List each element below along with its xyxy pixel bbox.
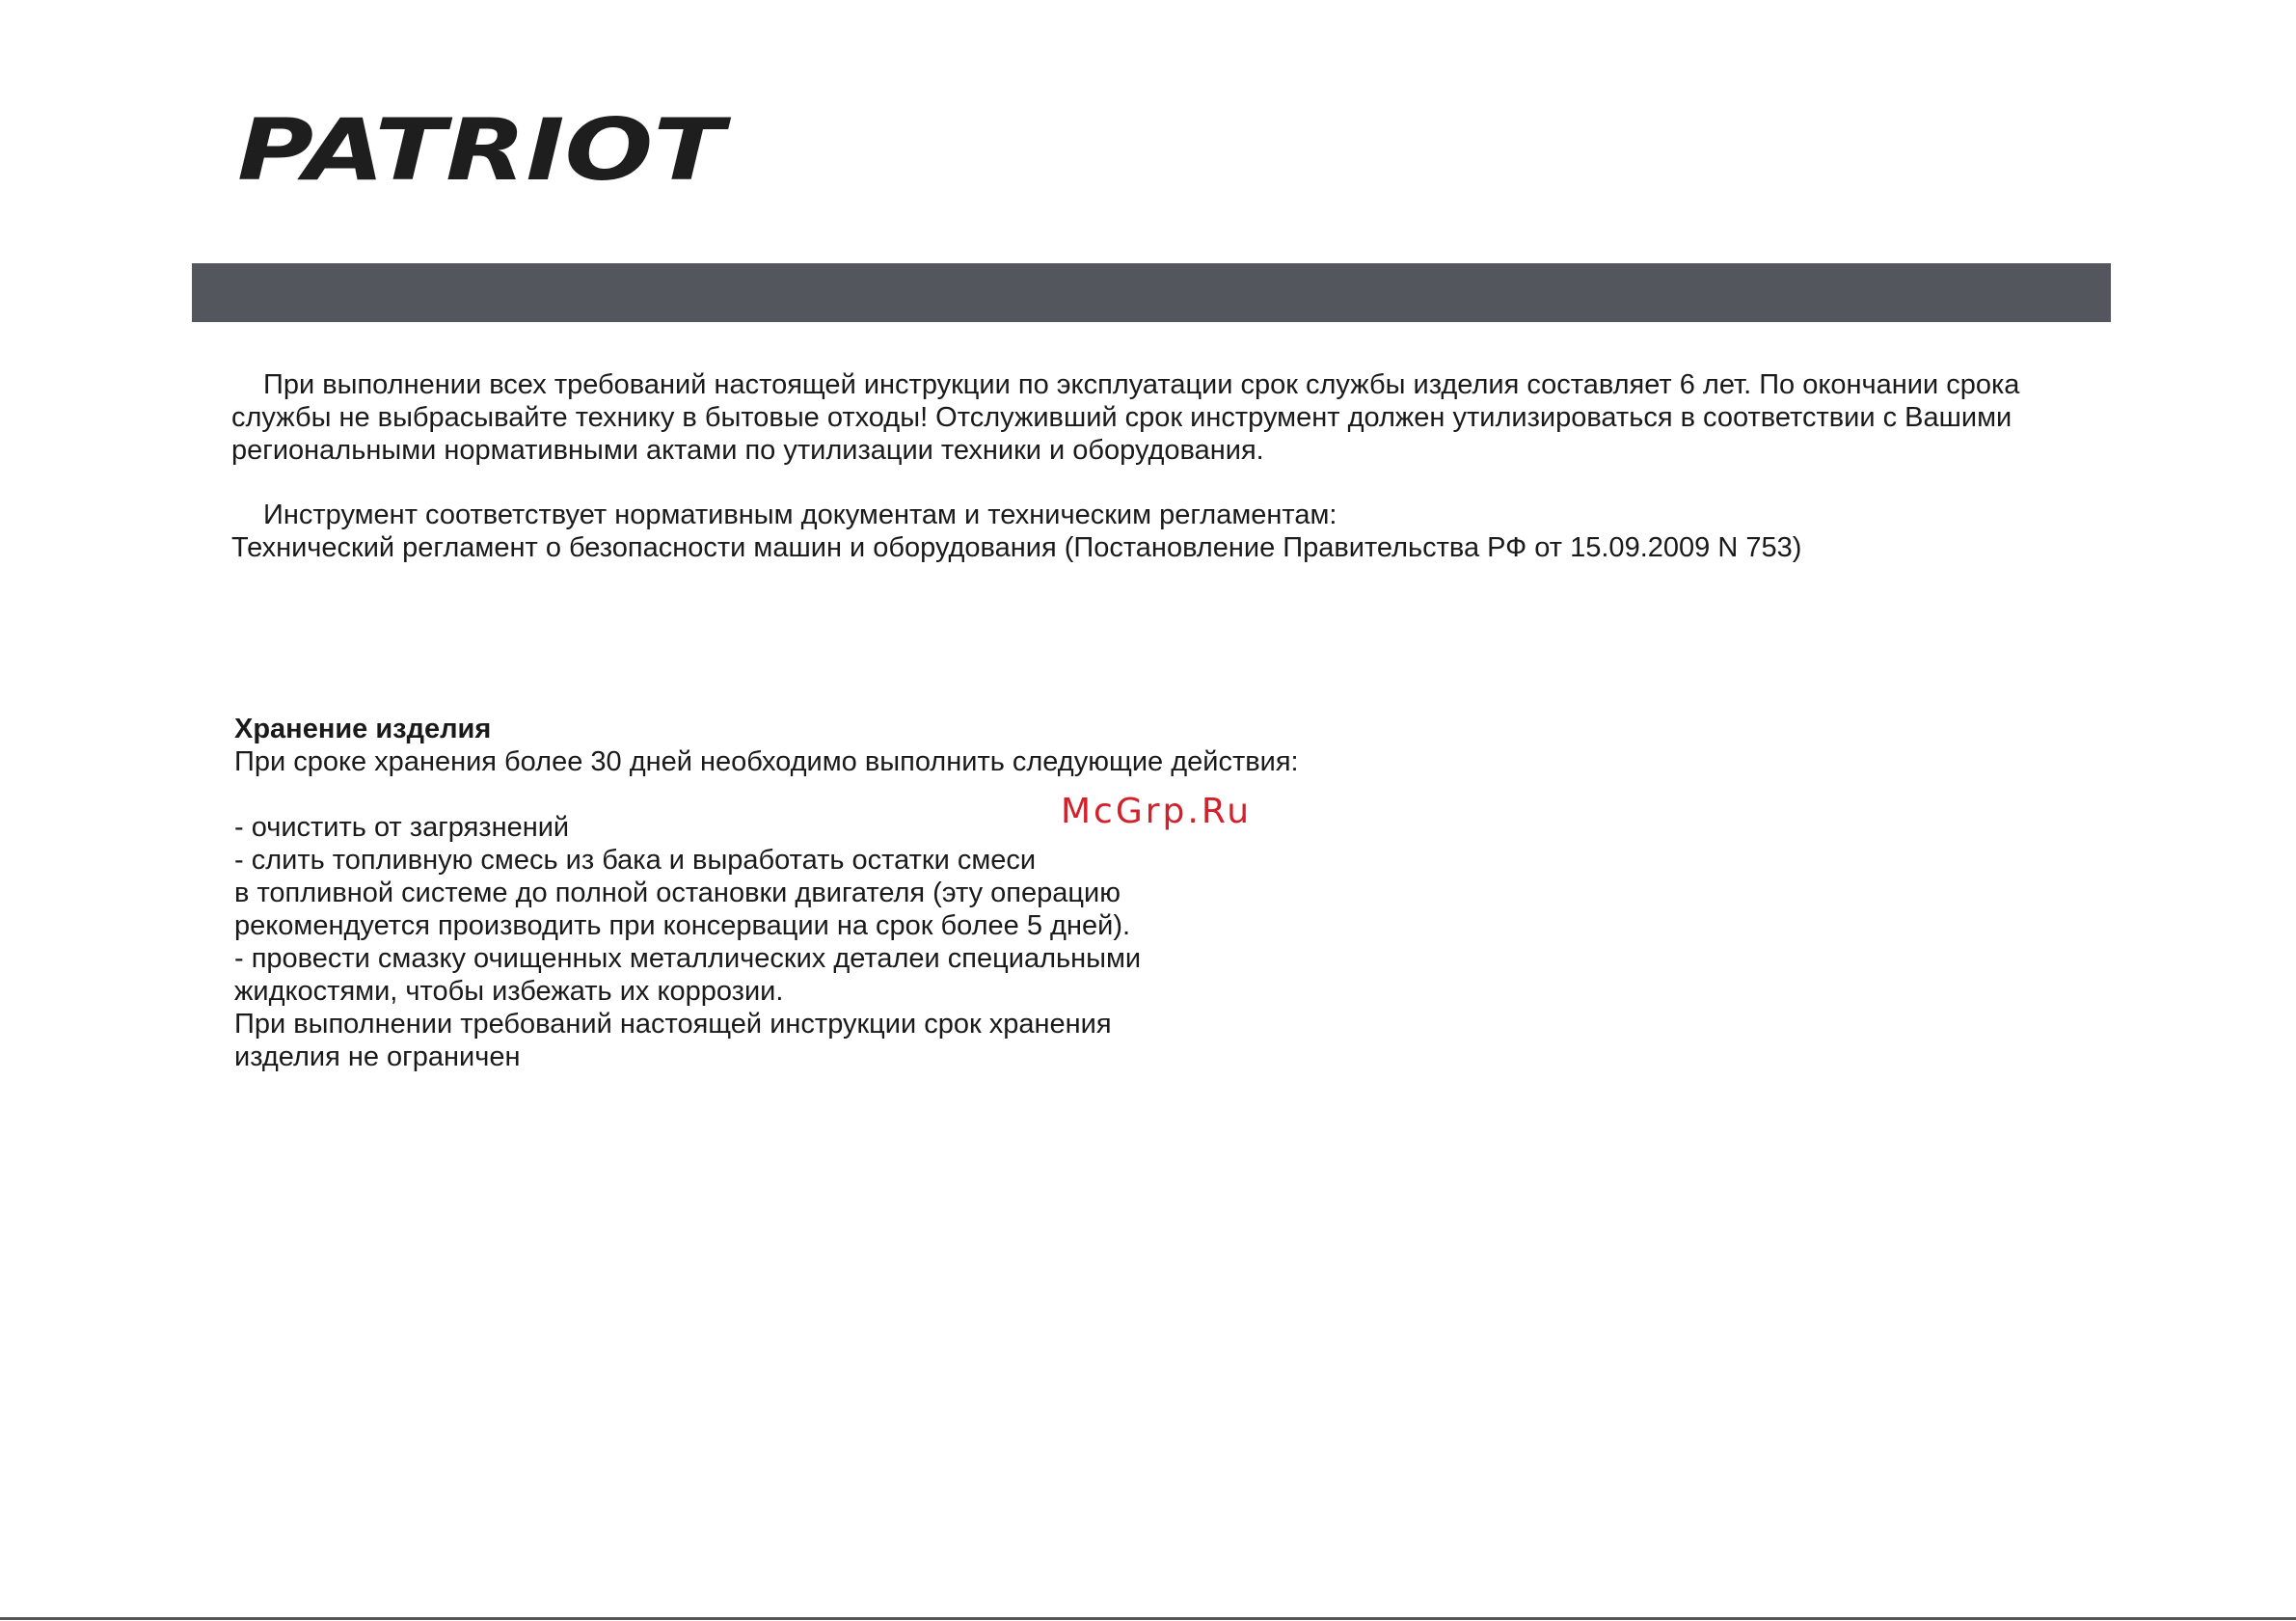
section-header-bar — [192, 263, 2111, 322]
storage-title: Хранение изделия — [234, 714, 492, 744]
storage-line: - очистить от загрязнений — [234, 812, 570, 843]
storage-section — [234, 713, 1299, 1073]
storage-intro: При сроке хранения более 30 дней необходимо выполнить следующие действия: — [234, 746, 1299, 777]
storage-line: жидкостями, чтобы избежать их коррозии. — [234, 976, 784, 1007]
storage-line: - слить топливную смесь из бака и выработать остатки смеси — [234, 845, 1037, 876]
patriot-logo-graphic — [230, 114, 736, 183]
patriot-logo-wordmark: PATRIOT — [237, 114, 732, 183]
footer-rule — [0, 1617, 2296, 1620]
watermark-text: McGrp.Ru — [1061, 792, 1253, 831]
storage-line: в топливной системе до полной остановки двигателя (эту операцию — [234, 878, 1121, 908]
service-life-line: региональными нормативными актами по утилизации техники и оборудования. — [231, 435, 1264, 466]
service-life-line: службы не выбрасывайте технику в бытовые отходы! Отслуживший срок инструмент должен утилизироваться в соответствии с Вашими — [231, 402, 2012, 433]
compliance-paragraph — [231, 499, 1801, 564]
storage-line: - провести смазку очищенных металлических деталеи специальными — [234, 943, 1142, 974]
storage-line: рекомендуется производить при консервации на срок более 5 дней). — [234, 910, 1131, 941]
patriot-logo — [230, 114, 736, 183]
compliance-line: Инструмент соответствует нормативным документам и техническим регламентам: — [263, 500, 1337, 530]
compliance-line: Технический регламент о безопасности машин и оборудования (Постановление Правительства РФ от 15.09.2009 N 753) — [231, 532, 1802, 563]
service-life-line: При выполнении всех требований настоящей инструкции по эксплуатации срок службы изделия составляет 6 лет. По окончании срока — [263, 369, 2020, 400]
service-life-paragraph — [231, 368, 2019, 467]
storage-line: изделия не ограничен — [234, 1041, 521, 1072]
storage-line: При выполнении требований настоящей инструкции срок хранения — [234, 1009, 1112, 1040]
